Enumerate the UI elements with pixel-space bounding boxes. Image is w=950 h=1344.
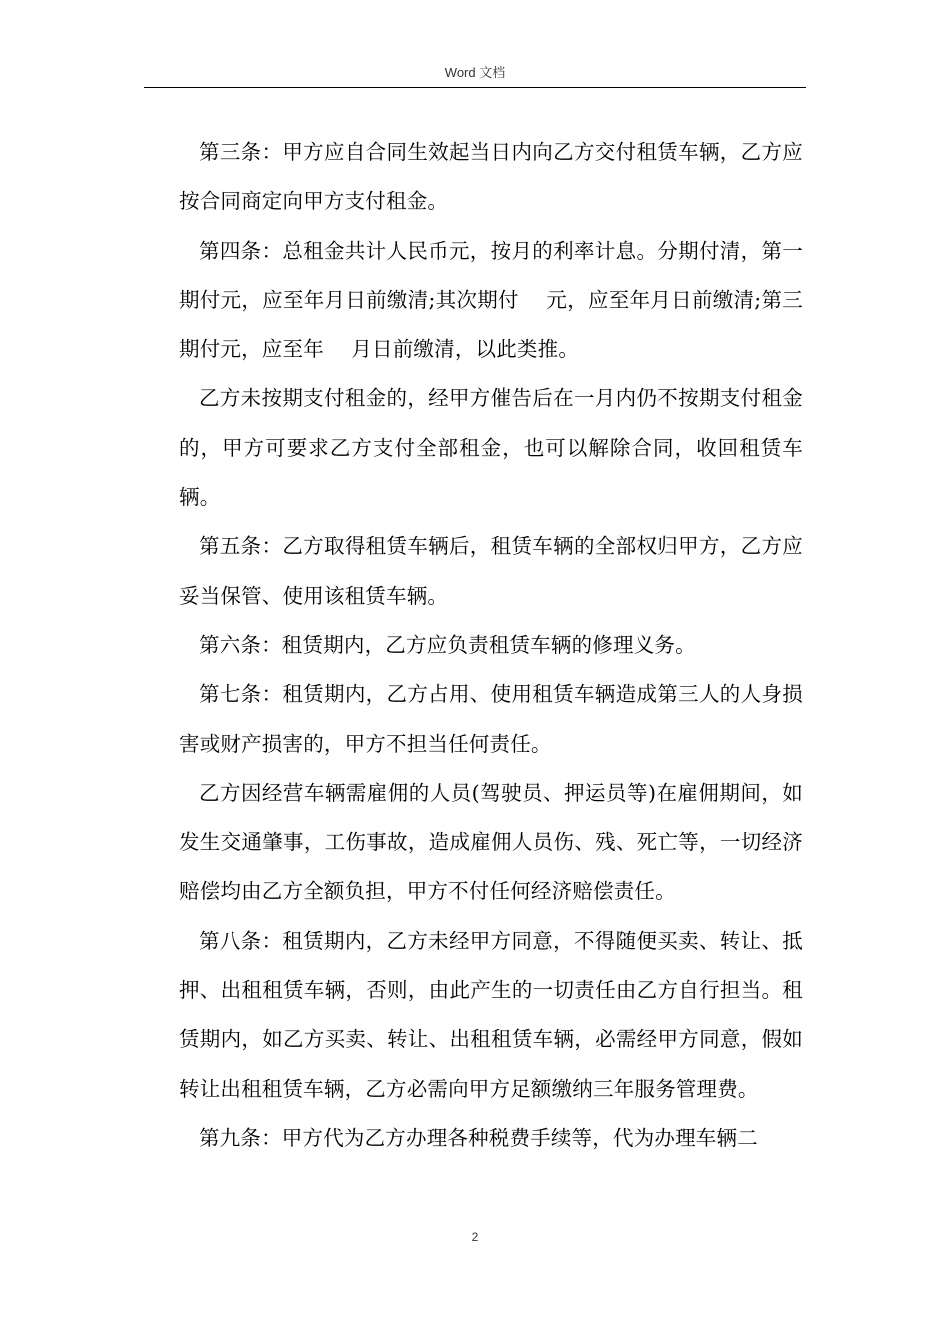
- document-body: [179, 128, 803, 1163]
- page-header-title: Word 文档: [444, 65, 506, 80]
- paragraph-article-7: 第七条：租赁期内，乙方占用、使用租赁车辆造成第三人的人身损害或财产损害的，甲方不担当任何责任。: [179, 682, 803, 756]
- paragraph-late-payment: 乙方未按期支付租金的，经甲方催告后在一月内仍不按期支付租金的，甲方可要求乙方支付全部租金，也可以解除合同，收回租赁车辆。: [179, 386, 803, 510]
- paragraph-article-4: 第四条：总租金共计人民币元，按月的利率计息。分期付清，第一期付元，应至年月日前缴清;其次期付 元，应至年月日前缴清;第三期付元，应至年 月日前缴清，以此类推。: [179, 238, 803, 362]
- paragraph-article-9: 第九条：甲方代为乙方办理各种税费手续等，代为办理车辆二: [199, 1125, 758, 1150]
- paragraph-employee-liability: 乙方因经营车辆需雇佣的人员(驾驶员、押运员等)在雇佣期间，如发生交通肇事，工伤事故，造成雇佣人员伤、残、死亡等，一切经济赔偿均由乙方全额负担，甲方不付任何经济赔偿责任。: [179, 780, 803, 904]
- header-divider: [144, 87, 806, 88]
- paragraph-article-8: 第八条：租赁期内，乙方未经甲方同意，不得随便买卖、转让、抵押、出租租赁车辆，否则，由此产生的一切责任由乙方自行担当。租赁期内，如乙方买卖、转让、出租租赁车辆，必需经甲方同意，假如转让出租租赁车辆，乙方必需向甲方足额缴纳三年服务管理费。: [179, 928, 803, 1101]
- paragraph-article-3: 第三条：甲方应自合同生效起当日内向乙方交付租赁车辆，乙方应按合同商定向甲方支付租金。: [179, 140, 803, 214]
- paragraph-article-6: 第六条：租赁期内，乙方应负责租赁车辆的修理义务。: [199, 632, 696, 657]
- page-number: 2: [471, 1230, 479, 1244]
- paragraph-article-5: 第五条：乙方取得租赁车辆后，租赁车辆的全部权归甲方，乙方应妥当保管、使用该租赁车辆。: [179, 534, 803, 608]
